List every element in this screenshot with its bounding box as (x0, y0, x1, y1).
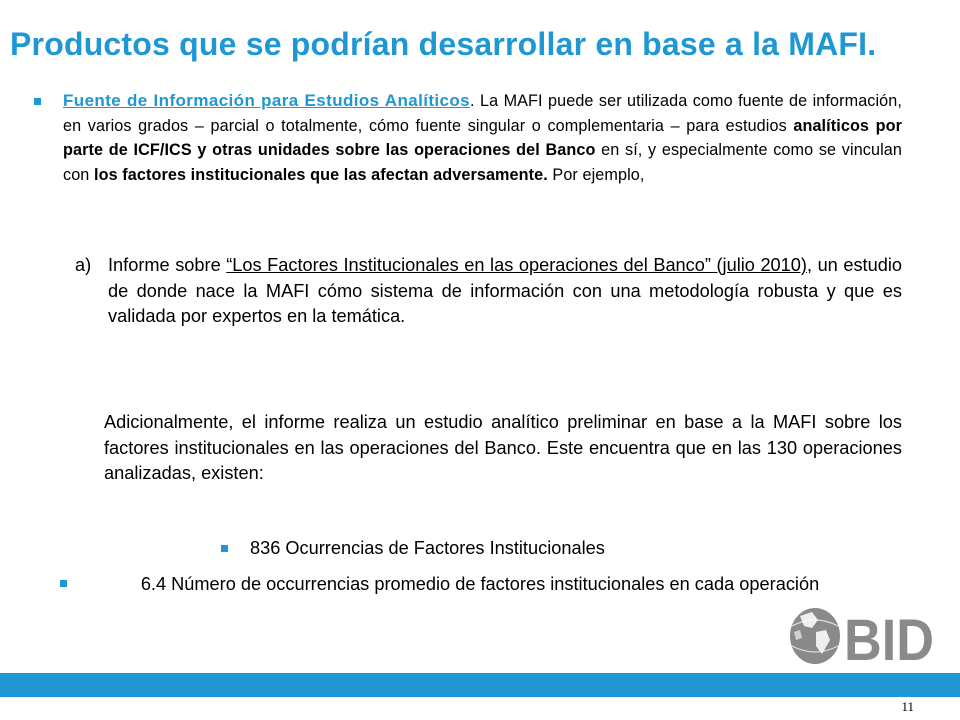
bullet-bold-text: los factores institucionales que las afectan adversamente. (94, 165, 548, 184)
logo-text: BID (844, 608, 934, 666)
report-reference-link[interactable]: “Los Factores Institucionales en las operaciones del Banco” (julio 2010), (226, 255, 813, 275)
footer-bar (0, 673, 960, 697)
list-marker: a) (75, 255, 92, 275)
bullet-text: . La MAFI puede ser utilizada como fuente de información, en varios grados – parcial o totalmente, cómo fuente singular o complementaria – para estudios (63, 92, 902, 135)
sub-bullet-2: 6.4 Número de occurrencias promedio de factores institucionales en cada operación (140, 574, 820, 594)
bullet-lead-link[interactable]: Fuente de Información para Estudios Analíticos (63, 91, 471, 110)
page-number: 11 (901, 699, 914, 714)
bullet-square-icon (60, 580, 67, 587)
bullet-paragraph-1 (63, 89, 902, 187)
list-item-text (108, 253, 902, 330)
bullet-bold-text: analíticos por parte de ICF/ICS y otras unidades sobre las operaciones del Banco (63, 116, 902, 159)
bullet-square-icon (221, 545, 228, 552)
list-item-body: un estudio de donde nace la MAFI cómo sistema de información con una metodología robusta y que es validada por expertos en la temática. (108, 255, 902, 327)
list-item-a (75, 253, 902, 330)
paragraph-additional: Adicionalmente, el informe realiza un estudio analítico preliminar en base a la MAFI sobre los factores institucionales en las operaciones del Banco. Este encuentra que en las 130 operaciones analizadas, existen: (104, 412, 902, 484)
bid-logo (788, 606, 936, 666)
sub-bullet-1: 836 Ocurrencias de Factores Institucionales (250, 538, 605, 558)
globe-icon (788, 606, 936, 666)
bullet-square-icon (34, 98, 41, 105)
list-item-intro: Informe sobre (108, 255, 227, 275)
slide-title: Productos que se podrían desarrollar en base a la MAFI. (10, 26, 877, 62)
bullet-text: Por ejemplo, (547, 165, 645, 184)
bullet-text: en sí, y especialmente como se vinculan con (63, 141, 902, 184)
